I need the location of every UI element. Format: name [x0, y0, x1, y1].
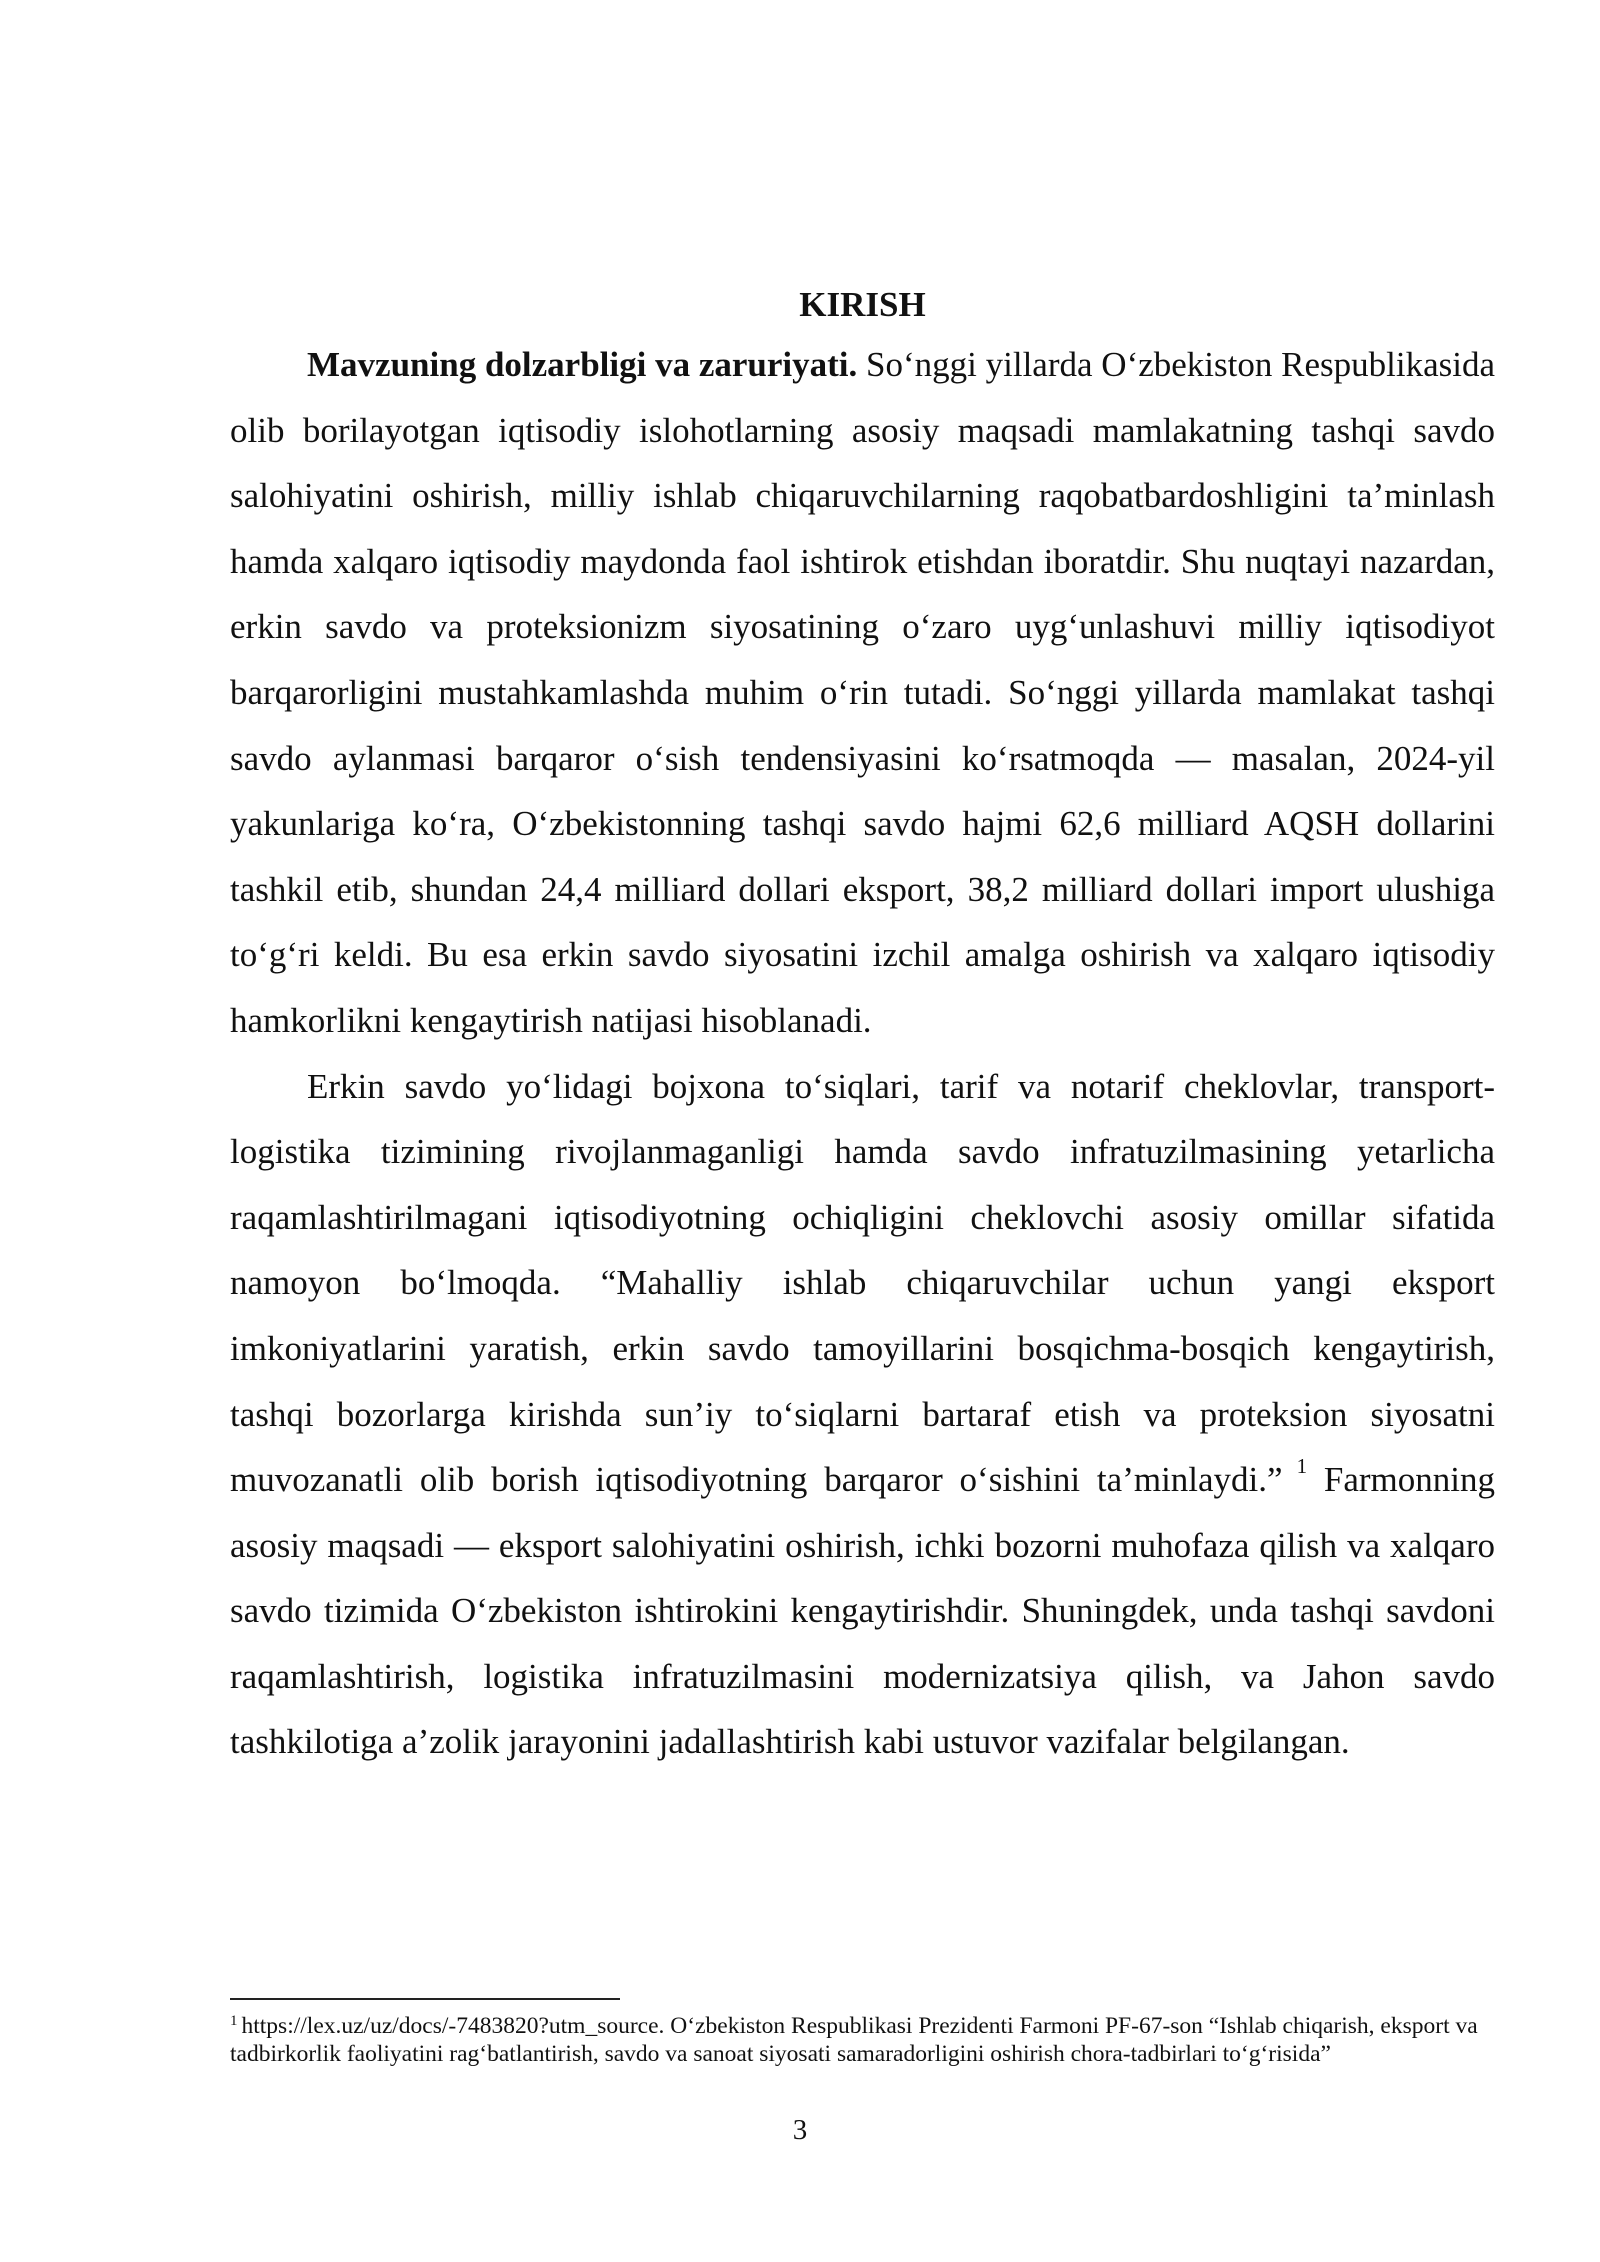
paragraph-relevance	[230, 332, 1495, 1054]
paragraph-free-trade	[230, 1054, 1495, 1776]
footnote	[230, 2012, 1495, 2068]
page-body	[230, 285, 1495, 1775]
footnote-text: https://lex.uz/uz/docs/-7483820?utm_source. O‘zbekiston Respublikasi Prezidenti Farmoni PF-67-son “Ishlab chiqarish, eksport va tadbirkorlik faoliyatini rag‘batlantirish, savdo va sanoat siyosati samaradorligini oshirish chora-tadbirlari to‘g‘risida”	[230, 2013, 1478, 2067]
paragraph-free-trade-text: Erkin savdo yo‘lidagi bojxona to‘siqlari, tarif va notarif cheklovlar, transport-logistika tizimining rivojlanmaganligi hamda savdo infratuzilmasining yetarlicha raqamlashtirilmagani iqtisodiyotning ochiqligini cheklovchi asosiy omillar sifatida namoyon bo‘lmoqda. “Mahalliy ishlab chiqaruvchilar uchun yangi eksport imkoniyatlarini yaratish, erkin savdo tamoyillarini bosqichma-bosqich kengaytirish, tashqi bozorlarga kirishda sun’iy to‘siqlarni bartaraf etish va proteksion siyosatni muvozanatli olib borish iqtisodiyotning barqaror o‘sishini ta’minlaydi.”	[230, 1066, 1495, 1500]
page-heading: KIRISH	[799, 285, 926, 324]
paragraph-relevance-text: So‘nggi yillarda O‘zbekiston Respublikasida olib borilayotgan iqtisodiy islohotlarning asosiy maqsadi mamlakatning tashqi savdo salohiyatini oshirish, milliy ishlab chiqaruvchilarning raqobatbardoshligini ta’minlash hamda xalqaro iqtisodiy maydonda faol ishtirok etishdan iboratdir. Shu nuqtayi nazardan, erkin savdo va proteksionizm siyosatining o‘zaro uyg‘unlashuvi milliy iqtisodiyot barqarorligini mustahkamlashda muhim o‘rin tutadi. So‘nggi yillarda mamlakat tashqi savdo aylanmasi barqaror o‘sish tendensiyasini ko‘rsatmoqda — masalan, 2024-yil yakunlariga ko‘ra, O‘zbekistonning tashqi savdo hajmi 62,6 milliard AQSH dollarini tashkil etib, shundan 24,4 milliard dollari eksport, 38,2 milliard dollari import ulushiga to‘g‘ri keldi. Bu esa erkin savdo siyosatini izchil amalga oshirish va xalqaro iqtisodiy hamkorlikni kengaytirish natijasi hisoblanadi.	[230, 345, 1495, 1040]
paragraph-free-trade-continuation: Farmonning asosiy maqsadi — eksport salohiyatini oshirish, ichki bozorni muhofaza qilish va xalqaro savdo tizimida O‘zbekiston ishtirokini kengaytirishdir. Shuningdek, unda tashqi savdoni raqamlashtirish, logistika infratuzilmasini modernizatsiya qilish, va Jahon savdo tashkilotiga a’zolik jarayonini jadallashtirish kabi ustuvor vazifalar belgilangan.	[230, 1460, 1496, 1762]
page-number: 3	[792, 2114, 808, 2146]
footnote-number: 1	[230, 2013, 238, 2029]
footnote-separator	[230, 1998, 620, 2000]
paragraph-lead-heading: Mavzuning dolzarbligi va zaruriyati.	[307, 345, 858, 384]
footnote-reference[interactable]: 1	[1296, 1454, 1308, 1479]
